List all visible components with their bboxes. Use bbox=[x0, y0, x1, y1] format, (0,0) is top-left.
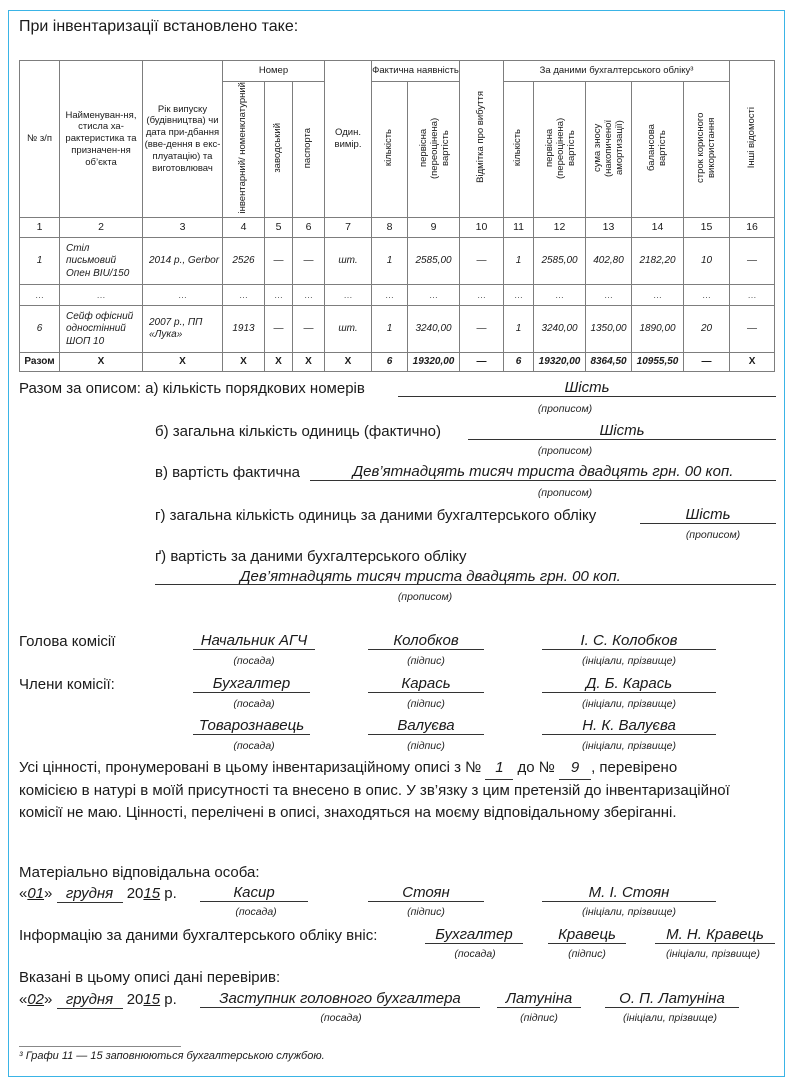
caption-position: (посада) bbox=[233, 698, 275, 710]
header-useful-life: строк корисного використання bbox=[684, 82, 730, 218]
table-cell: 11 bbox=[504, 218, 534, 238]
head-name: І. С. Колобков bbox=[542, 632, 716, 650]
table-cell: Х bbox=[730, 353, 775, 372]
table-cell: 7 bbox=[325, 218, 372, 238]
from-number: 1 bbox=[485, 757, 513, 780]
table-cell: — bbox=[460, 306, 504, 353]
header-name: Найменуван-ня, стисла ха-рактеристика та призначен-ня об’єкта bbox=[60, 61, 143, 218]
responsible-signature: Стоян bbox=[368, 884, 484, 902]
table-cell: … bbox=[460, 285, 504, 306]
table-cell: 16 bbox=[730, 218, 775, 238]
table-cell: Сейф офісний одностінний ШОП 10 bbox=[60, 306, 143, 353]
summary-b-label: б) загальна кількість одиниць (фактично) bbox=[155, 423, 442, 440]
caption-initials: (ініціали, прізвище) bbox=[581, 740, 677, 752]
table-cell: 2014 р., Gerbor bbox=[143, 238, 223, 285]
statement-rest: перевірено комісією в натурі в моїй присутності та внесено в опис. У зв’язку з цим претензій до інвентаризаційної комісії не маю. Цінності, перелічені в описі, знаходяться на моєму відповідальному зберіганні. bbox=[19, 759, 730, 821]
table-cell: 10955,50 bbox=[632, 353, 684, 372]
summary-gg-caption: (прописом) bbox=[397, 591, 453, 603]
header-acc-cost: первісна (переоцінена) вартість bbox=[534, 82, 586, 218]
accounting-entry-label: Інформацію за даними бухгалтерського обліку вніс: bbox=[19, 927, 378, 944]
header-acc-qty: кількість bbox=[504, 82, 534, 218]
caption-signature: (підпис) bbox=[568, 948, 606, 960]
table-cell: 14 bbox=[632, 218, 684, 238]
table-cell: 2585,00 bbox=[534, 238, 586, 285]
table-cell: … bbox=[265, 285, 293, 306]
table-cell: 6 bbox=[20, 306, 60, 353]
header-group-number: Номер bbox=[223, 61, 325, 82]
table-cell: — bbox=[265, 238, 293, 285]
table-cell: Х bbox=[325, 353, 372, 372]
table-cell: … bbox=[632, 285, 684, 306]
header-inventory-number: інвентарний/ номенклатурний bbox=[223, 82, 265, 218]
caption-position: (посада) bbox=[233, 740, 275, 752]
header-unit: Один. вимір. bbox=[325, 61, 372, 218]
header-actual-cost: первісна (переоцінена) вартість bbox=[408, 82, 460, 218]
table-row bbox=[20, 238, 775, 285]
table-cell: — bbox=[730, 306, 775, 353]
table-cell: 2 bbox=[60, 218, 143, 238]
table-cell: 1913 bbox=[223, 306, 265, 353]
table-cell: … bbox=[223, 285, 265, 306]
summary-a-caption: (прописом) bbox=[537, 403, 593, 415]
footnote: ³ Графи 11 — 15 заповнюються бухгалтерською службою. bbox=[19, 1050, 325, 1062]
table-cell: 3 bbox=[143, 218, 223, 238]
summary-g-caption: (прописом) bbox=[685, 529, 741, 541]
caption-position: (посада) bbox=[454, 948, 496, 960]
table-cell: … bbox=[325, 285, 372, 306]
table-cell: Х bbox=[223, 353, 265, 372]
summary-v-value: Дев’ятнадцять тисяч триста двадцять грн. 00 коп. bbox=[310, 463, 776, 481]
header-passport: паспорта bbox=[293, 82, 325, 218]
to-number: 9 bbox=[559, 757, 591, 780]
table-cell: шт. bbox=[325, 238, 372, 285]
header-balance: балансова вартість bbox=[632, 82, 684, 218]
table-cell: 13 bbox=[586, 218, 632, 238]
statement-paragraph: Усі цінності, пронумеровані в цьому інвентаризаційному описі з № 1 до № 9 , перевірено комісією в натурі в моїй присутності та внесено в опис. У зв’язку з цим претензій до інвентаризаційної комісії не маю. Цінності, перелічені в описі, знаходяться на моєму відповідальному зберіганні. bbox=[19, 759, 730, 821]
header-actual-qty: кількість bbox=[372, 82, 408, 218]
table-cell: — bbox=[293, 306, 325, 353]
table-cell: 1 bbox=[20, 238, 60, 285]
header-factory-number: заводський bbox=[265, 82, 293, 218]
table-cell: 3240,00 bbox=[408, 306, 460, 353]
table-cell: 1 bbox=[372, 238, 408, 285]
table-cell: … bbox=[20, 285, 60, 306]
table-cell: 10 bbox=[684, 238, 730, 285]
table-cell: 1 bbox=[504, 306, 534, 353]
summary-a-label: Разом за описом: а) кількість порядкових номерів bbox=[19, 380, 365, 397]
table-cell: … bbox=[293, 285, 325, 306]
header-num: № з/п bbox=[20, 61, 60, 218]
caption-signature: (підпис) bbox=[407, 698, 445, 710]
summary-b-caption: (прописом) bbox=[537, 445, 593, 457]
caption-initials: (ініціали, прізвище) bbox=[581, 698, 677, 710]
table-cell: … bbox=[684, 285, 730, 306]
commission-members-label: Члени комісії: bbox=[19, 676, 115, 693]
table-cell: Х bbox=[143, 353, 223, 372]
table-cell: 2585,00 bbox=[408, 238, 460, 285]
footnote-divider bbox=[19, 1046, 181, 1047]
table-cell: — bbox=[293, 238, 325, 285]
accounting-position: Бухгалтер bbox=[425, 926, 523, 944]
verified-signature: Латуніна bbox=[497, 990, 581, 1008]
table-cell: 2007 р., ПП «Лука» bbox=[143, 306, 223, 353]
table-cell: 8364,50 bbox=[586, 353, 632, 372]
header-other: Інші відомості bbox=[730, 61, 775, 218]
header-depreciation: сума зносу (накопиченої амортизації) bbox=[586, 82, 632, 218]
table-cell: 6 bbox=[293, 218, 325, 238]
member2-name: Н. К. Валуєва bbox=[542, 717, 716, 735]
table-cell: Разом bbox=[20, 353, 60, 372]
table-cell: 12 bbox=[534, 218, 586, 238]
accounting-name: М. Н. Кравець bbox=[655, 926, 775, 944]
accounting-signature: Кравець bbox=[548, 926, 626, 944]
table-cell: 1890,00 bbox=[632, 306, 684, 353]
table-cell: 1 bbox=[504, 238, 534, 285]
verified-date: «02» грудня 2015 р. bbox=[19, 991, 177, 1008]
table-cell: 8 bbox=[372, 218, 408, 238]
table-cell: шт. bbox=[325, 306, 372, 353]
table-cell: 2526 bbox=[223, 238, 265, 285]
table-cell: — bbox=[684, 353, 730, 372]
header-group-actual: Фактична наявність bbox=[372, 61, 460, 82]
caption-initials: (ініціали, прізвище) bbox=[622, 1012, 718, 1024]
caption-signature: (підпис) bbox=[407, 655, 445, 667]
table-cell: 3240,00 bbox=[534, 306, 586, 353]
table-cell: 1 bbox=[20, 218, 60, 238]
commission-head-label: Голова комісії bbox=[19, 633, 116, 650]
table-cell: 402,80 bbox=[586, 238, 632, 285]
member1-signature: Карась bbox=[368, 675, 484, 693]
table-cell: 19320,00 bbox=[534, 353, 586, 372]
table-cell: 4 bbox=[223, 218, 265, 238]
verified-name: О. П. Латуніна bbox=[605, 990, 739, 1008]
caption-position: (посада) bbox=[320, 1012, 362, 1024]
caption-signature: (підпис) bbox=[407, 740, 445, 752]
header-group-accounting: За даними бухгалтерського обліку³ bbox=[504, 61, 730, 82]
table-cell: 6 bbox=[504, 353, 534, 372]
total-row bbox=[20, 353, 775, 372]
caption-position: (посада) bbox=[233, 655, 275, 667]
member2-position: Товарознавець bbox=[193, 717, 310, 735]
responsible-label: Матеріально відповідальна особа: bbox=[19, 864, 260, 881]
caption-signature: (підпис) bbox=[520, 1012, 558, 1024]
verified-label: Вказані в цьому описі дані перевірив: bbox=[19, 969, 281, 986]
caption-position: (посада) bbox=[235, 906, 277, 918]
column-number-row bbox=[20, 218, 775, 238]
table-cell: … bbox=[504, 285, 534, 306]
responsible-date: «01» грудня 2015 р. bbox=[19, 885, 177, 902]
table-cell: … bbox=[730, 285, 775, 306]
table-cell: … bbox=[534, 285, 586, 306]
table-cell: 9 bbox=[408, 218, 460, 238]
table-cell: Стіл письмовий Опен BIU/150 bbox=[60, 238, 143, 285]
member1-name: Д. Б. Карась bbox=[542, 675, 716, 693]
caption-initials: (ініціали, прізвище) bbox=[581, 906, 677, 918]
head-signature: Колобков bbox=[368, 632, 484, 650]
head-position: Начальник АГЧ bbox=[193, 632, 315, 650]
table-cell: Х bbox=[60, 353, 143, 372]
table-cell: — bbox=[265, 306, 293, 353]
table-cell: 19320,00 bbox=[408, 353, 460, 372]
table-cell: — bbox=[460, 353, 504, 372]
caption-initials: (ініціали, прізвище) bbox=[581, 655, 677, 667]
table-cell: Х bbox=[293, 353, 325, 372]
summary-v-caption: (прописом) bbox=[537, 487, 593, 499]
table-cell: 2182,20 bbox=[632, 238, 684, 285]
table-cell: … bbox=[586, 285, 632, 306]
summary-a-value: Шість bbox=[398, 379, 776, 397]
summary-g-value: Шість bbox=[640, 506, 776, 524]
table-cell: … bbox=[408, 285, 460, 306]
table-cell: 5 bbox=[265, 218, 293, 238]
table-row bbox=[20, 306, 775, 353]
table-cell: … bbox=[143, 285, 223, 306]
summary-g-label: г) загальна кількість одиниць за даними бухгалтерського обліку bbox=[155, 507, 597, 524]
responsible-name: М. І. Стоян bbox=[542, 884, 716, 902]
header-year: Рік випуску (будівництва) чи дата при-дбання (вве-дення в екс-плуатацію) та виготовлювач bbox=[143, 61, 223, 218]
responsible-position: Касир bbox=[200, 884, 308, 902]
member1-position: Бухгалтер bbox=[193, 675, 310, 693]
table-cell: 6 bbox=[372, 353, 408, 372]
table-cell: 20 bbox=[684, 306, 730, 353]
intro-text: При інвентаризації встановлено таке: bbox=[19, 18, 299, 35]
table-cell: — bbox=[460, 238, 504, 285]
table-cell: 15 bbox=[684, 218, 730, 238]
table-cell: … bbox=[372, 285, 408, 306]
summary-gg-label: ґ) вартість за даними бухгалтерського обліку bbox=[155, 548, 467, 565]
ellipsis-row bbox=[20, 285, 775, 306]
member2-signature: Валуєва bbox=[368, 717, 484, 735]
table-cell: … bbox=[60, 285, 143, 306]
table-cell: 1 bbox=[372, 306, 408, 353]
summary-gg-value: Дев’ятнадцять тисяч триста двадцять грн. 00 коп. bbox=[155, 568, 776, 585]
table-cell: — bbox=[730, 238, 775, 285]
table-cell: 10 bbox=[460, 218, 504, 238]
summary-b-value: Шість bbox=[468, 422, 776, 440]
verified-position: Заступник головного бухгалтера bbox=[200, 990, 480, 1008]
table-cell: 1350,00 bbox=[586, 306, 632, 353]
table-cell: Х bbox=[265, 353, 293, 372]
caption-initials: (ініціали, прізвище) bbox=[665, 948, 761, 960]
caption-signature: (підпис) bbox=[407, 906, 445, 918]
header-disposal: Відмітка про вибуття bbox=[460, 61, 504, 218]
inventory-table bbox=[19, 60, 775, 372]
summary-v-label: в) вартість фактична bbox=[155, 464, 300, 481]
